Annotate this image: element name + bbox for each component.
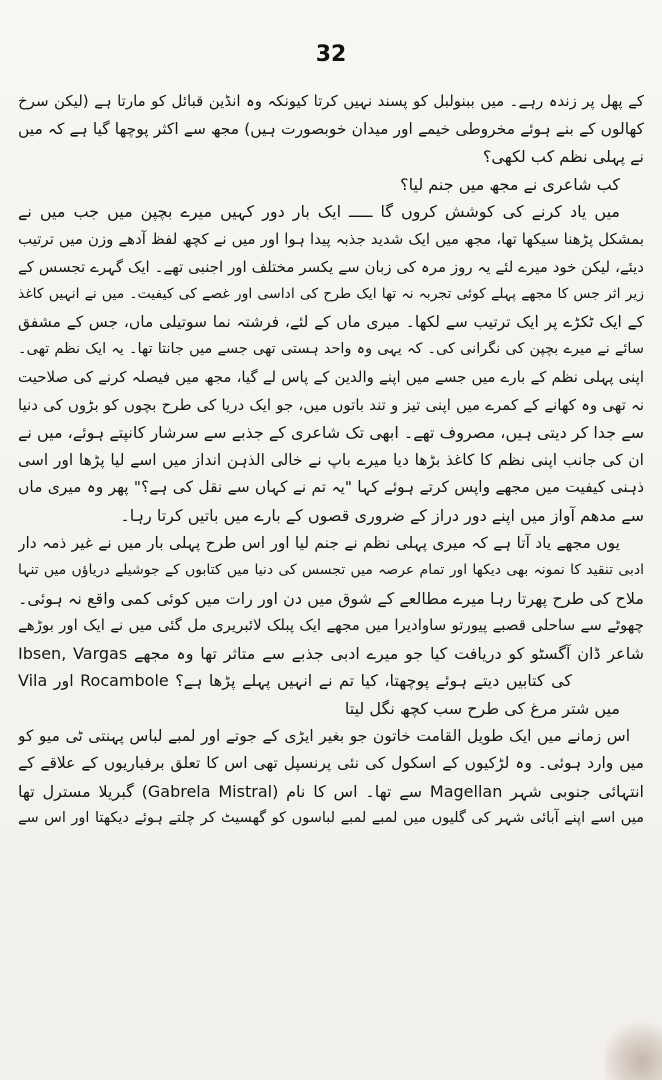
text-line: اس زمانے میں ایک طویل القامت خاتون جو بغیر ایڑی کے جوتے اور لمبے لباس پہنتی ٹی میو کو (18, 726, 630, 745)
text-line: ملاح کی طرح پھرتا رہا میرے مطالعے کے شوق میں دن اور رات میں کوئی کمی واقع نہ ہوئی۔ (18, 588, 644, 608)
text-line: ان کی جانب اپنی نظم کا کاغذ بڑھا دیا میرے باپ نے خالی الذہن انداز میں اسے لیا پڑھا اور اسی (18, 450, 644, 469)
text-line: Vila اور Rocambole کی کتابیں دیتے ہوئے پوچھتا، کیا تم نے انہیں پہلے پڑھا ہے؟ (18, 671, 573, 691)
text-line: کے پھل پر زندہ رہے۔ میں ببنولبل کو پسند نہیں کرتا کیونکہ وہ انڈین قبائل کو مارتا ہے (لیکن سرخ (18, 92, 644, 110)
text-line: کے ایک ٹکڑے پر ایک ترتیب سے لکھا۔ میری ماں کے لئے، فرشتہ نما سوتیلی ماں، جس کے مشفق (18, 312, 644, 331)
text-line: اپنی پہلی نظم کے بارے میں جسے میں اپنے والدین کے پاس لے گیا، مجھ میں فیصلہ کرنے کی صلاحیت (18, 367, 644, 386)
text-line: یوں مجھے یاد آتا ہے کہ میری پہلی نظم نے جنم لیا اور اس طرح پہلی بار میں نے غیر ذمہ دار (18, 533, 620, 552)
text-line: میں اسے اپنے آبائی شہر کی گلیوں میں لمبے لمبے لباسوں کو گھسیٹ کر چلتے ہوئے دیکھتا اور اس سے (18, 810, 644, 827)
text-line: میں یاد کرنے کی کوشش کروں گا ـــــ ایک بار دور کہیں میرے بچپن میں جب میں نے (18, 202, 620, 222)
text-line: دیئے، لیکن خود میرے لئے یہ روز مرہ کی زبان سے یکسر مختلف اور اجنبی تھے۔ ایک گہرے تجسس کے (18, 257, 644, 276)
text-line: سے جدا کر دیتی ہیں، مصروف تھے۔ ابھی تک شاعری کے جذبے سے سرشار کانپتے ہوئے، میں نے (18, 423, 644, 443)
text-line: انتہائی جنوبی شہر Magellan سے تھا۔ اس کا نام (Gabrela Mistral) گبریلا مسترل تھا (18, 781, 644, 801)
page-number: 32 (315, 42, 347, 67)
body-text (18, 88, 644, 833)
text-line: شاعر ڈان آگسٹو کو دریافت کیا جو میرے ادبی جذبے سے متاثر تھا وہ مجھے Ibsen, Vargas (18, 643, 644, 663)
text-line: میں شتر مرغ کی طرح سب کچھ نگل لیتا (344, 699, 620, 719)
page-corner-stain (604, 1018, 662, 1080)
text-line: نے پہلی نظم کب لکھی؟ (482, 147, 644, 167)
text-line: کب شاعری نے مجھ میں جنم لیا؟ (400, 174, 620, 194)
text-line: سے مدھم آواز میں اپنے دور دراز کے ضروری قصوں کے بارے میں باتیں کرتا رہا۔ (120, 505, 644, 525)
text-line: سائے نے میرے بچپن کی نگرانی کی۔ کہ یہی وہ واحد ہستی تھی جسے میں جانتا تھا۔ یہ ایک نظم تھی۔ (18, 341, 644, 358)
text-line: میں وارد ہوئی۔ وہ لڑکیوں کے اسکول کی نئی پرنسپل تھی اس کا تعلق برفباریوں کے علاقے کے (18, 754, 644, 773)
text-line: نہ تھی وہ کھانے کے کمرے میں اپنی تیز و تند باتوں میں، جو ایک دریا کی طرح بچوں کو بڑوں کی دنیا (18, 395, 644, 414)
text-line: ذہنی کیفیت میں مجھے واپس کرتے ہوئے کہا "یہ تم نے کہاں سے نقل کی ہے؟" پھر وہ میری ماں (18, 478, 644, 497)
text-line: ادبی تنقید کا نمونہ بھی دیکھا اور تمام عرصہ میں تجسس کی دنیا میں کتابوں کے جوشیلے دریاؤں میں تنہا (18, 562, 644, 579)
text-line: بمشکل پڑھنا سیکھا تھا، مجھ میں ایک شدید جذبہ پیدا ہوا اور میں نے کچھ لفظ آدھے وزن میں ترتیب (18, 229, 644, 248)
text-line: زیر اثر جس کا مجھے پہلے کوئی تجربہ نہ تھا ایک طرح کی اداسی اور غصے کی کیفیت۔ میں نے انہیں کاغذ (18, 286, 644, 303)
text-line: چھوٹے سے ساحلی قصبے پیورتو ساوادیرا میں مجھے ایک پبلک لائبریری مل گئی میں نے ایک اور بوڑھے (18, 616, 644, 635)
text-line: کھالوں کے بنے ہوئے مخروطی خیمے اور میدان خوبصورت ہیں) مجھ سے اکثر پوچھا گیا ہے کہ میں (18, 119, 644, 138)
